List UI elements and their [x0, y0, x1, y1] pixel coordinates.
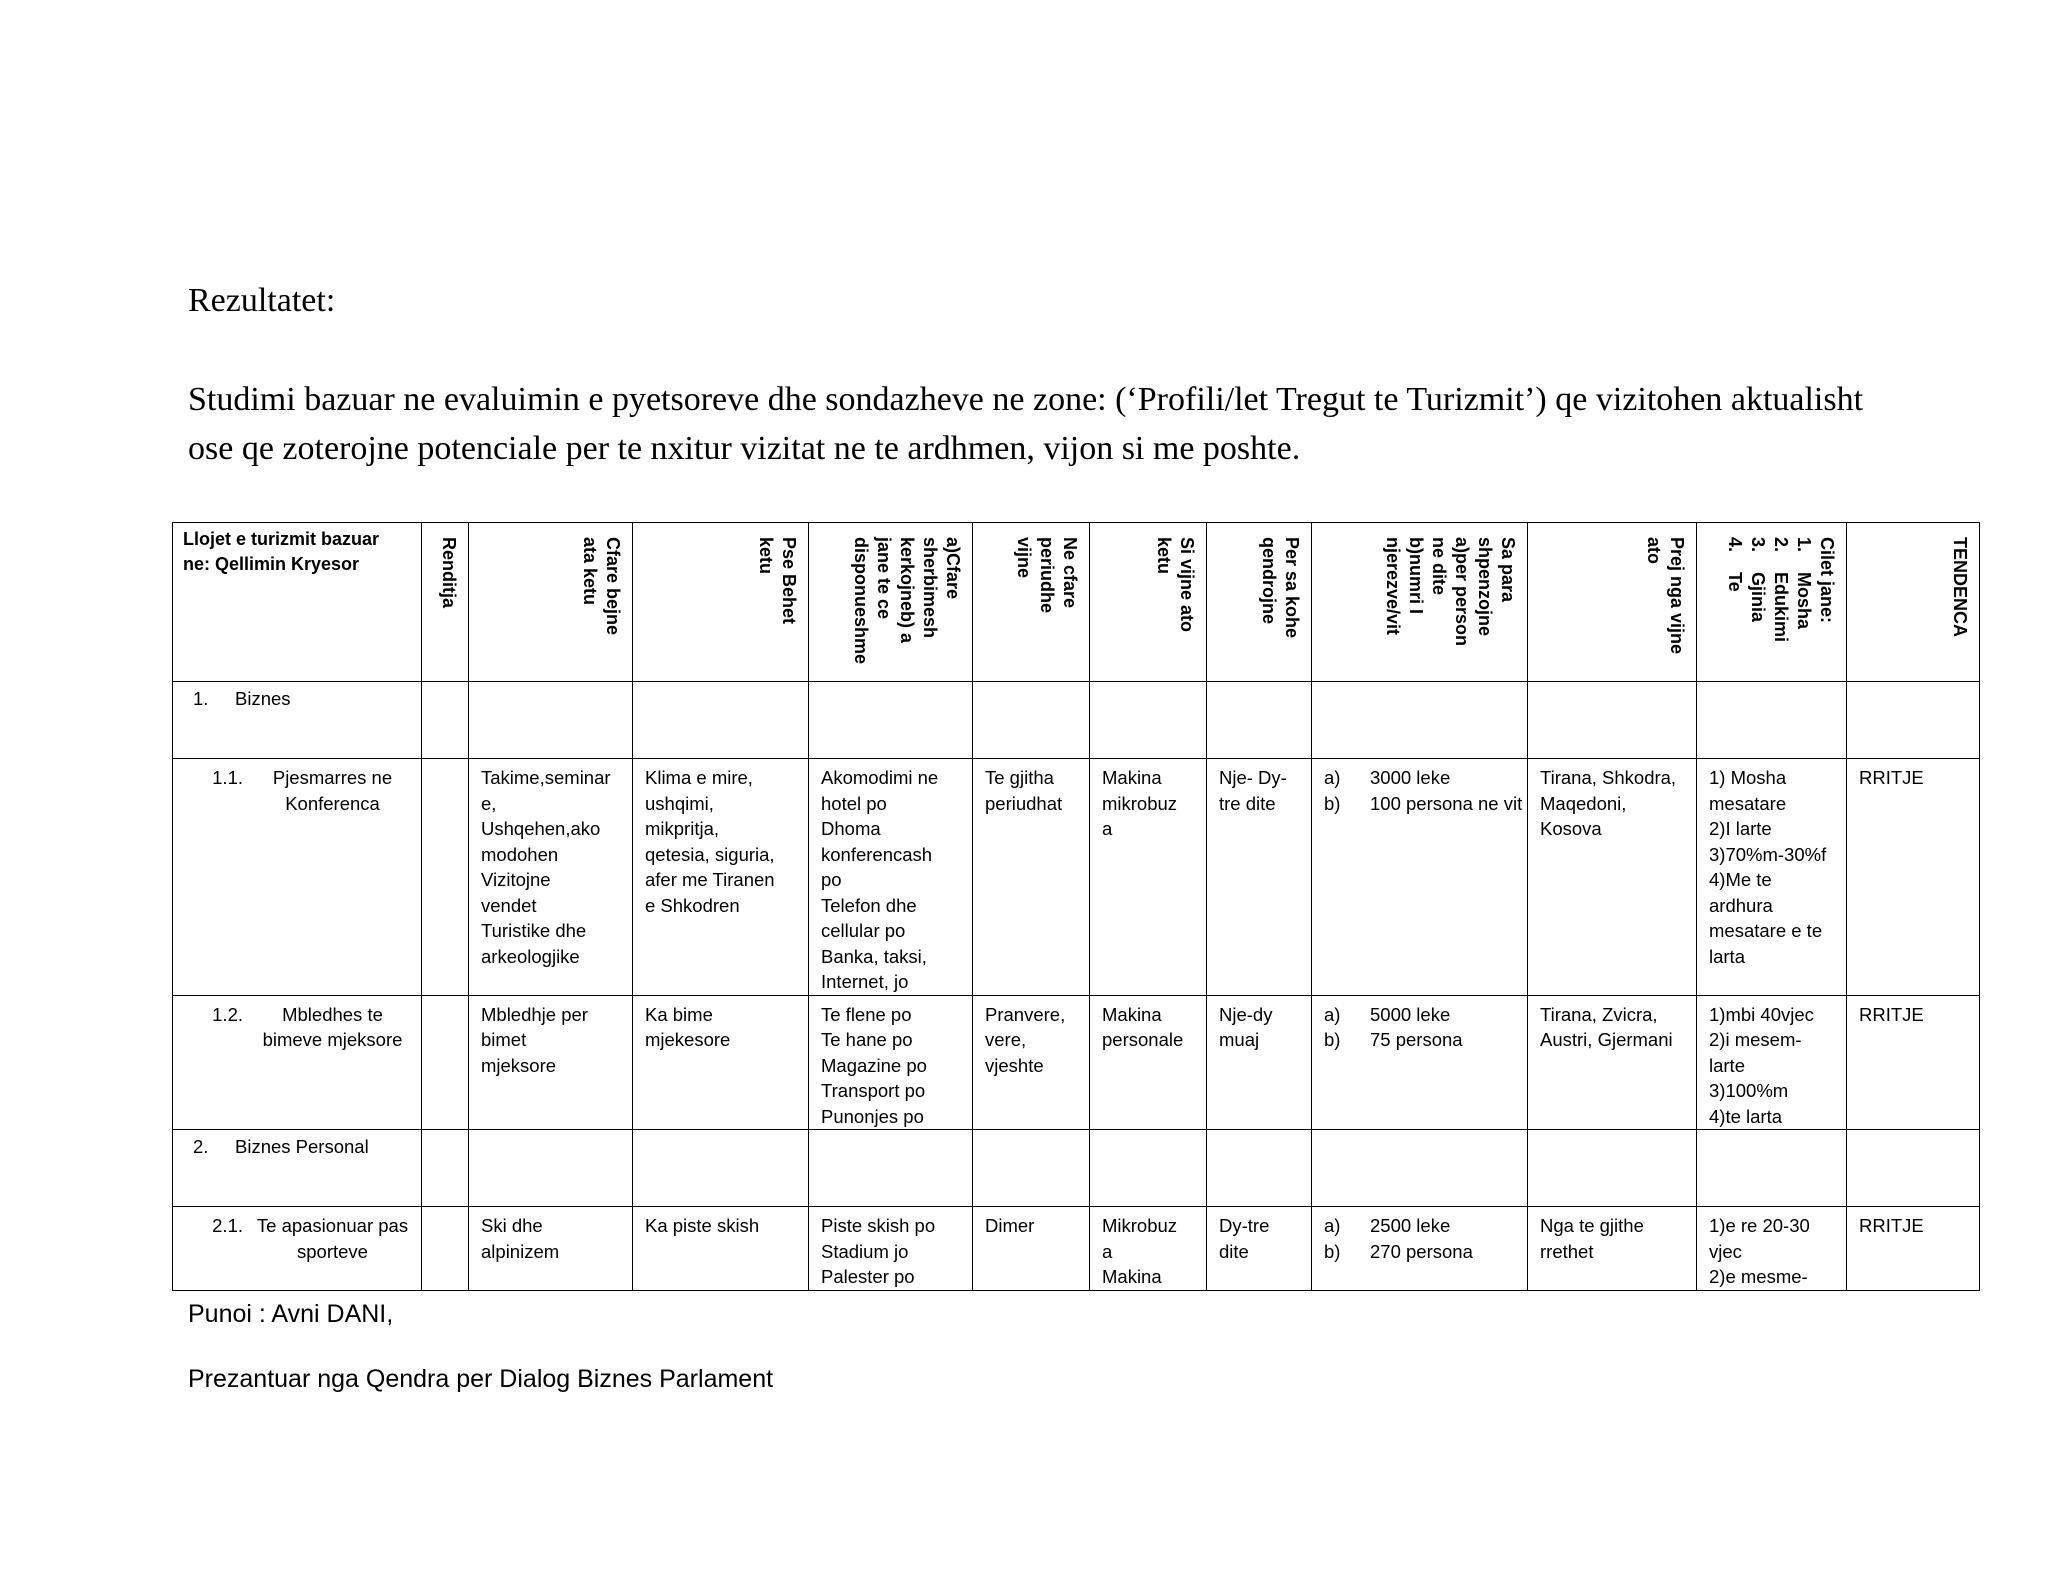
cell-origin: Nga te gjithe rrethet: [1528, 1207, 1697, 1291]
header-reasons: Pse Behet ketu: [633, 523, 809, 682]
cell-transport: Mikrobuz a Makina: [1090, 1207, 1207, 1291]
cell-period: Dimer: [973, 1207, 1090, 1291]
cell-rank: [422, 1207, 469, 1291]
section-label: 1. Biznes: [173, 682, 422, 759]
table-row: [173, 1207, 1980, 1291]
tourism-market-table: [172, 522, 1980, 1291]
row-label: 2.1. Te apasionuar pas sporteve: [173, 1207, 422, 1291]
cell-trend: RRITJE: [1847, 995, 1980, 1130]
table-row: [173, 995, 1980, 1130]
header-origin: Prej nga vijne ato: [1528, 523, 1697, 682]
cell-reasons: Ka bime mjekesore: [633, 995, 809, 1130]
cell-services: Te flene po Te hane po Magazine po Transport po Punonjes po: [809, 995, 973, 1130]
header-services: a)Cfare sherbimesh kerkojneb) a jane te ce disponueshme: [809, 523, 973, 682]
header-period: Ne cfare periudhe vijne: [973, 523, 1090, 682]
cell-profile: 1) Mosha mesatare 2)I larte 3)70%m-30%f 4)Me te ardhura mesatare e te larta: [1697, 759, 1847, 996]
cell-activities: Takime,seminar e, Ushqehen,ako modohen Vizitojne vendet Turistike dhe arkeologjike: [469, 759, 633, 996]
presented-by-line: Prezantuar nga Qendra per Dialog Biznes Parlament: [188, 1365, 774, 1393]
cell-spending: a) 2500 leke b) 270 persona: [1312, 1207, 1528, 1291]
cell-services: Akomodimi ne hotel po Dhoma konferencash po Telefon dhe cellular po Banka, taksi, Internet, jo: [809, 759, 973, 996]
table-header-row: [173, 523, 1980, 682]
header-activities: Cfare bejne ata ketu: [469, 523, 633, 682]
header-profile: Cilet jane: 1. Mosha 2. Edukimi 3. Gjinia 4. Te: [1697, 523, 1847, 682]
cell-rank: [422, 995, 469, 1130]
section-row-biznes-personal: [173, 1130, 1980, 1207]
header-trend: TENDENCA: [1847, 523, 1980, 682]
cell-activities: Ski dhe alpinizem: [469, 1207, 633, 1291]
cell-duration: Nje-dy muaj: [1207, 995, 1312, 1130]
cell-reasons: Klima e mire, ushqimi, mikpritja, qetesia, siguria, afer me Tiranen e Shkodren: [633, 759, 809, 996]
page-heading: Rezultatet:: [188, 282, 336, 319]
cell-origin: Tirana, Zvicra, Austri, Gjermani: [1528, 995, 1697, 1130]
cell-trend: RRITJE: [1847, 759, 1980, 996]
cell-spending: a) 3000 leke b) 100 persona ne vit: [1312, 759, 1528, 996]
header-duration: Per sa kohe qendrojne: [1207, 523, 1312, 682]
section-label: 2. Biznes Personal: [173, 1130, 422, 1207]
cell-trend: RRITJE: [1847, 1207, 1980, 1291]
cell-activities: Mbledhje per bimet mjeksore: [469, 995, 633, 1130]
cell-duration: Dy-tre dite: [1207, 1207, 1312, 1291]
cell-profile: 1)mbi 40vjec 2)i mesem- larte 3)100%m 4)te larta: [1697, 995, 1847, 1130]
cell-services: Piste skish po Stadium jo Palester po: [809, 1207, 973, 1291]
cell-duration: Nje- Dy- tre dite: [1207, 759, 1312, 996]
author-line: Punoi : Avni DANI,: [188, 1300, 394, 1328]
header-spending: Sa para shpenzojne a)per person ne dite b)numri I njerezve/vit: [1312, 523, 1528, 682]
cell-profile: 1)e re 20-30 vjec 2)e mesme-: [1697, 1207, 1847, 1291]
intro-paragraph: Studimi bazuar ne evaluimin e pyetsoreve dhe sondazheve ne zone: (‘Profili/let Tregut te Turizmit’) qe vizitohen aktualisht ose qe zoterojne potenciale per te nxitur vizitat ne te ardhmen, vijon si me poshte.: [188, 381, 1864, 467]
header-transport: Si vijne ato ketu: [1090, 523, 1207, 682]
section-row-biznes: [173, 682, 1980, 759]
cell-period: Pranvere, vere, vjeshte: [973, 995, 1090, 1130]
header-rank: Renditja: [422, 523, 469, 682]
row-label: 1.2. Mbledhes te bimeve mjeksore: [173, 995, 422, 1130]
cell-reasons: Ka piste skish: [633, 1207, 809, 1291]
cell-origin: Tirana, Shkodra, Maqedoni, Kosova: [1528, 759, 1697, 996]
cell-transport: Makina personale: [1090, 995, 1207, 1130]
table-row: [173, 759, 1980, 996]
cell-transport: Makina mikrobuz a: [1090, 759, 1207, 996]
header-tourism-type: Llojet e turizmit bazuar ne: Qellimin Kryesor: [173, 523, 422, 682]
cell-rank: [422, 759, 469, 996]
cell-period: Te gjitha periudhat: [973, 759, 1090, 996]
cell-spending: a) 5000 leke b) 75 persona: [1312, 995, 1528, 1130]
row-label: 1.1. Pjesmarres ne Konferenca: [173, 759, 422, 996]
